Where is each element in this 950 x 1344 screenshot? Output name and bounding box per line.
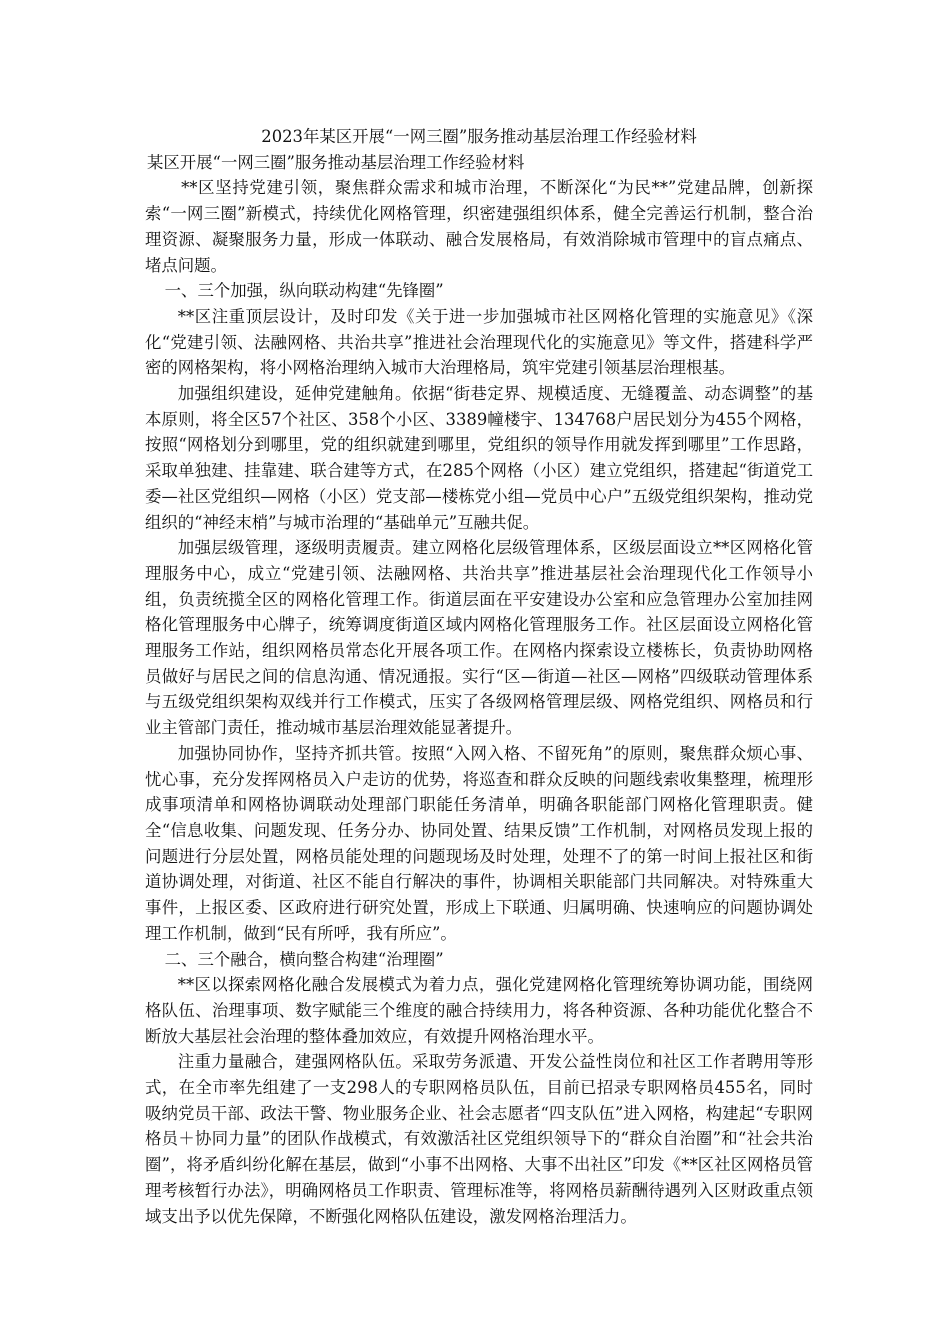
section-1-paragraph: 加强层级管理，逐级明责履责。建立网格化层级管理体系，区级层面设立**区网格化管理服务中心，成立“党建引领、法融网格、共治共享”推进基层社会治理现代化工作领导小组，负责统揽全区的网格化管理工作。街道层面在平安建设办公室和应急管理办公室加挂网格化管理服务中心牌子，统筹调度街道区域内网格化管理服务工作。社区层面设立网格化管理服务工作站，组织网格员常态化开展各项工作。在网格内探索设立楼栋长，负责协助网格员做好与居民之间的信息沟通、情况通报。实行“区—街道—社区—网格”四级联动管理体系与五级党组织架构双线并行工作模式，压实了各级网格管理层级、网格党组织、网格员和行业主管部门责任，推动城市基层治理效能显著提升。 — [145, 538, 813, 738]
document-body — [145, 124, 813, 1229]
document-title: 2023年某区开展“一网三圈”服务推动基层治理工作经验材料 — [261, 127, 697, 146]
section-1-paragraph: 加强协同协作，坚持齐抓共管。按照“入网入格、不留死角”的原则，聚焦群众烦心事、忧心事，充分发挥网格员入户走访的优势，将巡查和群众反映的问题线索收集整理，梳理形成事项清单和网格协调联动处理部门职能任务清单，明确各职能部门网格化管理职责。健全“信息收集、问题发现、任务分办、协同处置、结果反馈”工作机制，对网格员发现上报的问题进行分层处置，网格员能处理的问题现场及时处理，处理不了的第一时间上报社区和街道协调处理，对街道、社区不能自行解决的事件，协调相关职能部门共同解决。对特殊重大事件，上报区委、区政府进行研究处置，形成上下联通、归属明确、快速响应的问题协调处理工作机制，做到“民有所呼，我有所应”。 — [145, 743, 813, 943]
section-1-heading: 一、三个加强，纵向联动构建“先锋圈” — [164, 281, 444, 301]
section-2-paragraph: **区以探索网格化融合发展模式为着力点，强化党建网格化管理统筹协调功能，围绕网格队伍、治理事项、数字赋能三个维度的融合持续用力，将各种资源、各种功能优化整合不断放大基层社会治理的整体叠加效应，有效提升网格治理水平。 — [145, 975, 813, 1046]
document-subtitle: 某区开展“一网三圈”服务推动基层治理工作经验材料 — [147, 152, 525, 172]
section-1-paragraph: **区注重顶层设计，及时印发《关于进一步加强城市社区网格化管理的实施意见》《深化“党建引领、法融网格、共治共享”推进社会治理现代化的实施意见》等文件，搭建科学严密的网格架构，将小网格治理纳入城市大治理格局，筑牢党建引领基层治理根基。 — [145, 306, 813, 378]
section-1-paragraph: 加强组织建设，延伸党建触角。依据“街巷定界、规模适度、无缝覆盖、动态调整”的基本原则，将全区57个社区、358个小区、3389幢楼宇、134768户居民划分为455个网格，按照“网格划分到哪里，党的组织就建到哪里，党组织的领导作用就发挥到哪里”工作思路，采取单独建、挂靠建、联合建等方式，在285个网格（小区）建立党组织，搭建起“街道党工委—社区党组织—网格（小区）党支部—楼栋党小组—党员中心户”五级党组织架构，推动党组织的“神经末梢”与城市治理的“基础单元”互融共促。 — [145, 384, 813, 532]
section-2-paragraph: 注重力量融合，建强网格队伍。采取劳务派遣、开发公益性岗位和社区工作者聘用等形式，在全市率先组建了一支298人的专职网格员队伍，目前已招录专职网格员455名，同时吸纳党员干部、政法干警、物业服务企业、社会志愿者“四支队伍”进入网格，构建起“专职网格员＋协同力量”的团队作战模式，有效激活社区党组织领导下的“群众自治圈”和“社会共治圈”，将矛盾纠纷化解在基层，做到“小事不出网格、大事不出社区”印发《**区社区网格员管理考核暂行办法》，明确网格员工作职责、管理标准等，将网格员薪酬待遇列入区财政重点领域支出予以优先保障，不断强化网格队伍建设，激发网格治理活力。 — [145, 1052, 813, 1226]
section-2-heading: 二、三个融合，横向整合构建“治理圈” — [164, 949, 444, 969]
intro-paragraph: **区坚持党建引领，聚焦群众需求和城市治理，不断深化“为民**”党建品牌，创新探索“一网三圈”新模式，持续优化网格管理，织密建强组织体系，健全完善运行机制，整合治理资源、凝聚服务力量，形成一体联动、融合发展格局，有效消除城市管理中的盲点痛点、堵点问题。 — [145, 178, 813, 275]
